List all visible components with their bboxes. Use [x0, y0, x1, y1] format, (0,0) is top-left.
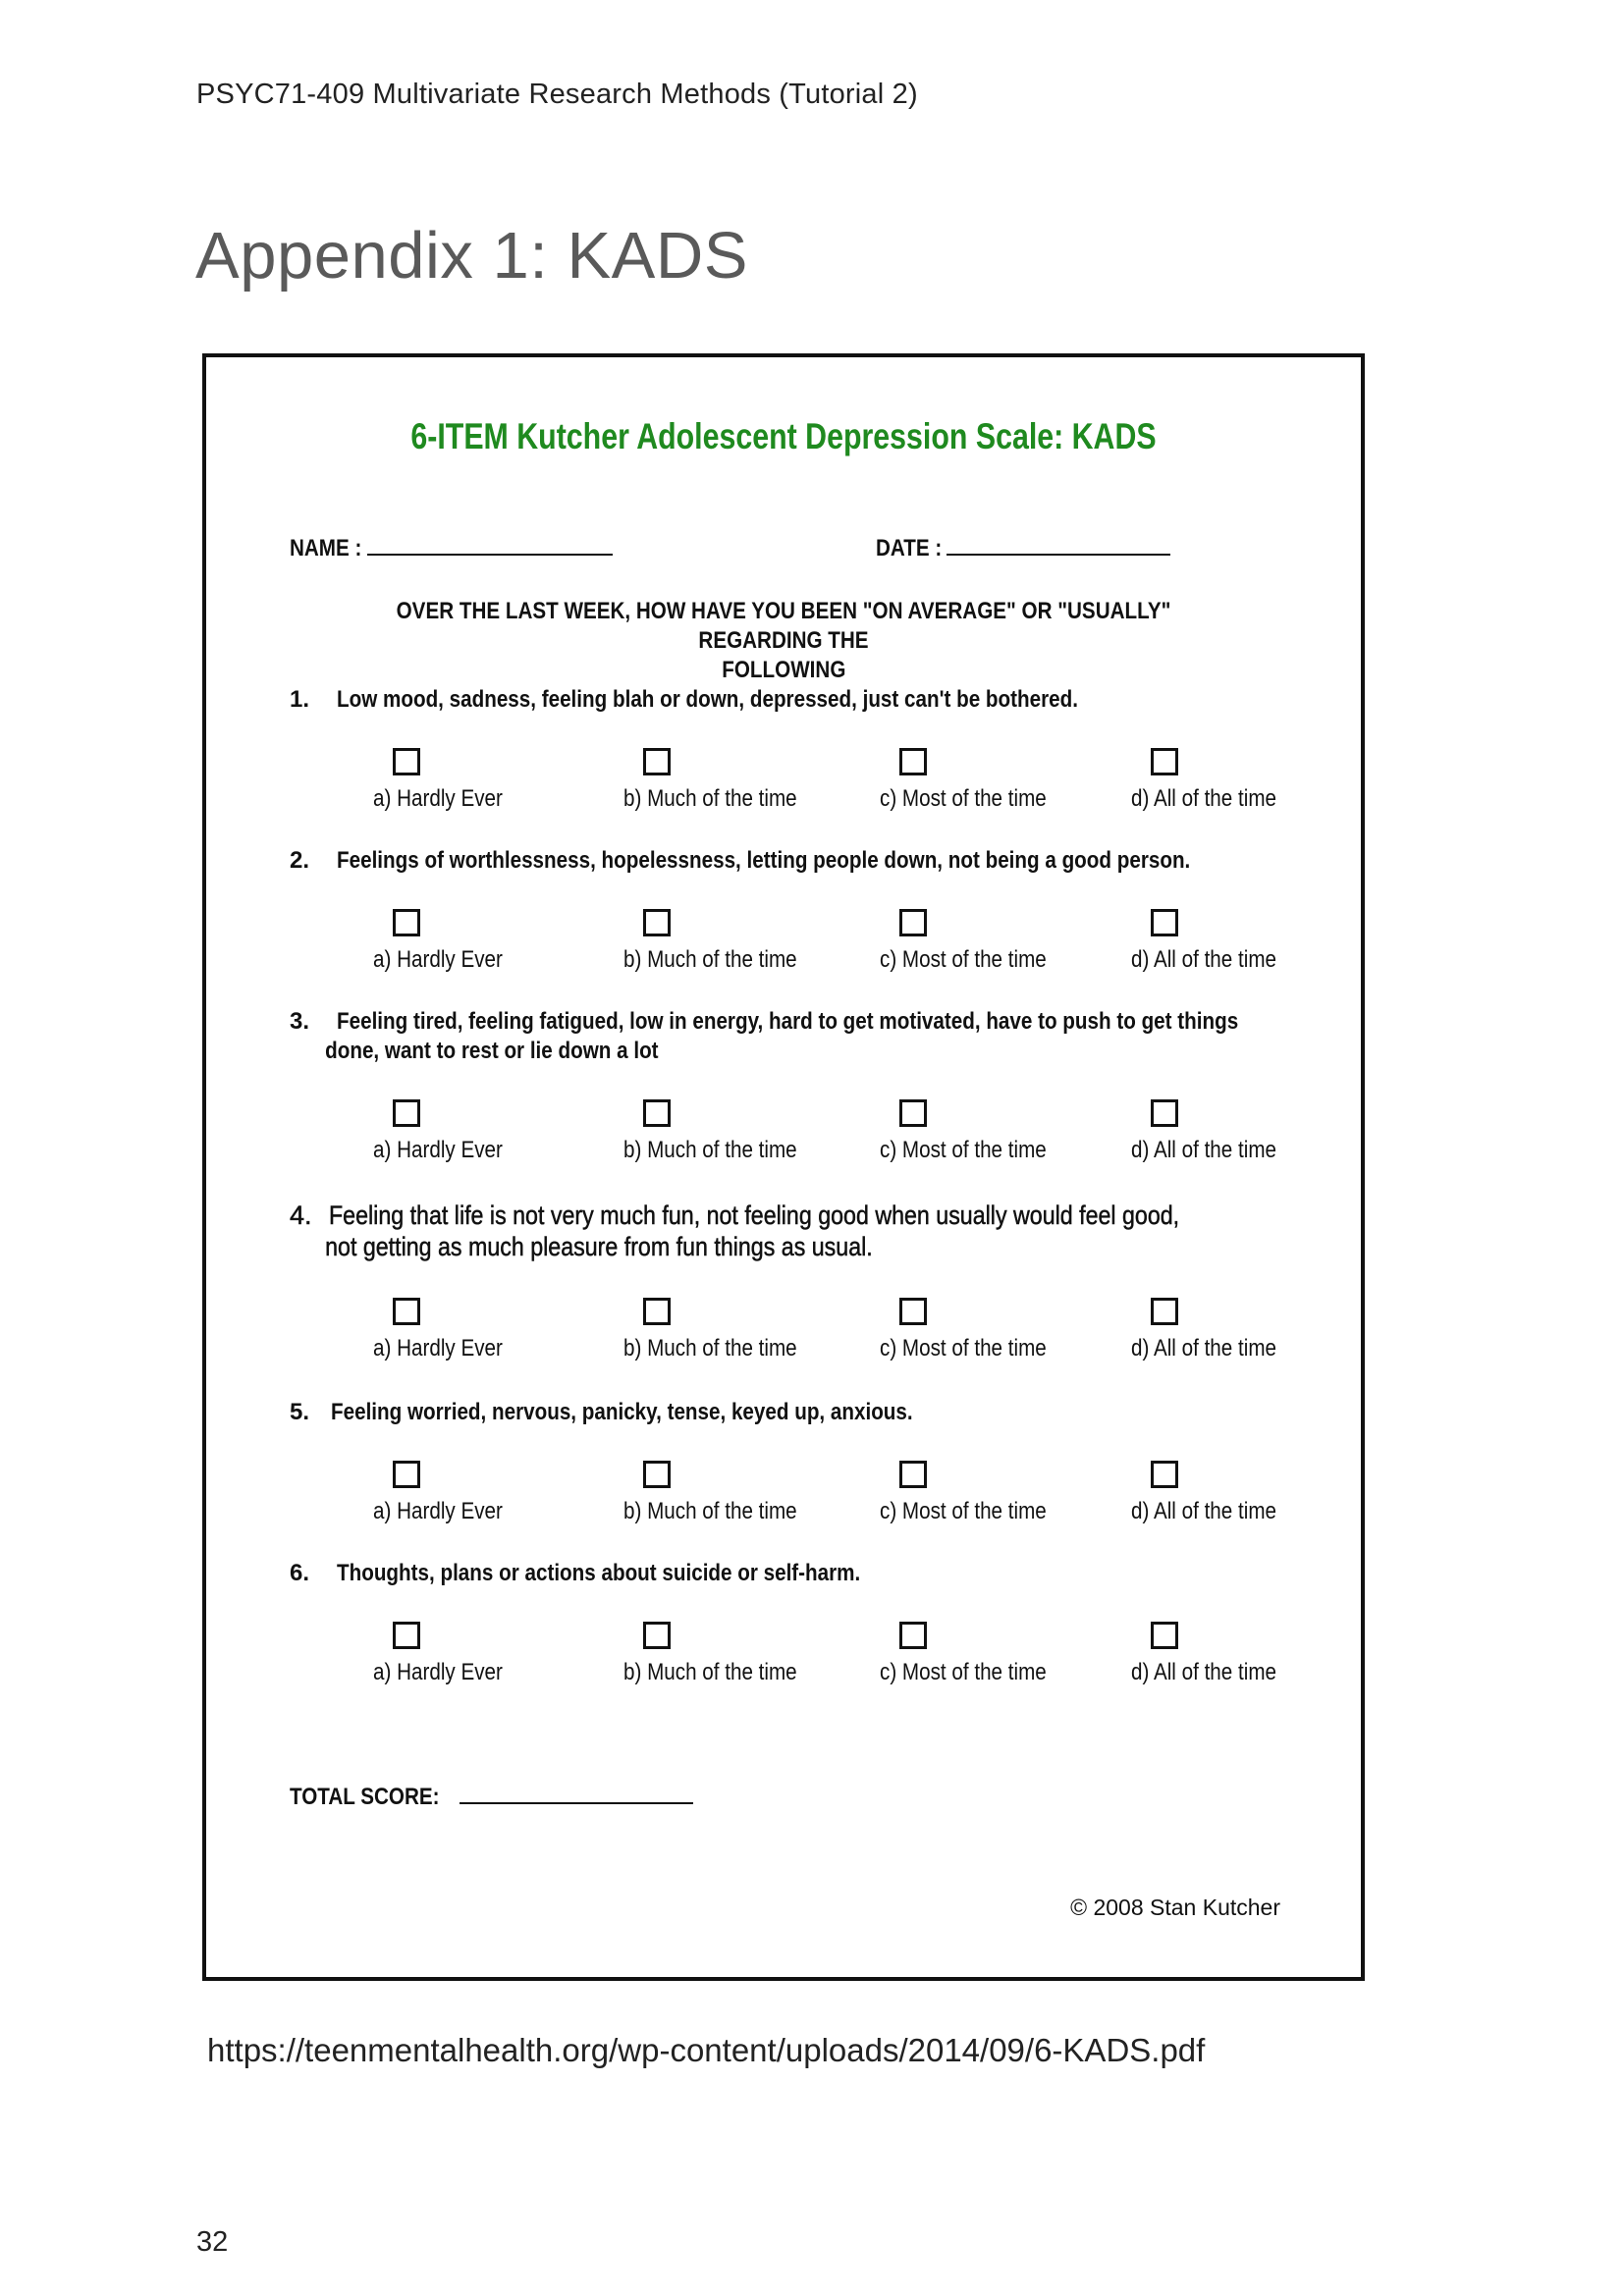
checkbox[interactable]: [1151, 1461, 1178, 1488]
option-label: d) All of the time: [1131, 785, 1276, 812]
source-url[interactable]: https://teenmentalhealth.org/wp-content/uploads/2014/09/6-KADS.pdf: [207, 2032, 1206, 2068]
question-text: Feeling tired, feeling fatigued, low in energy, hard to get motivated, have to push to get things: [337, 1008, 1239, 1035]
checkbox[interactable]: [643, 1099, 671, 1127]
checkbox[interactable]: [1151, 1099, 1178, 1127]
checkbox[interactable]: [1151, 909, 1178, 936]
option-label: a) Hardly Ever: [373, 1498, 503, 1524]
question-3: [290, 1007, 1385, 1066]
option-label: a) Hardly Ever: [373, 1659, 503, 1685]
total-score-field[interactable]: [290, 1781, 693, 1811]
checkbox[interactable]: [1151, 748, 1178, 775]
question-text: Low mood, sadness, feeling blah or down, depressed, just can't be bothered.: [337, 686, 1078, 713]
option-label: c) Most of the time: [880, 946, 1047, 973]
question-number: 1.: [290, 686, 310, 713]
option-label: c) Most of the time: [880, 1335, 1047, 1362]
option-label: b) Much of the time: [623, 785, 797, 812]
question-text: Feeling that life is not very much fun, not feeling good when usually would feel good,: [329, 1201, 1180, 1230]
checkbox[interactable]: [1151, 1622, 1178, 1649]
question-number: 2.: [290, 847, 310, 874]
total-score-label: TOTAL SCORE:: [290, 1784, 440, 1810]
option-label: a) Hardly Ever: [373, 1335, 503, 1362]
checkbox[interactable]: [643, 1298, 671, 1325]
kads-form: [202, 353, 1365, 1981]
checkbox[interactable]: [393, 1099, 420, 1127]
option-label: b) Much of the time: [623, 946, 797, 973]
option-label: b) Much of the time: [623, 1137, 797, 1163]
question-4-options: [206, 1298, 1361, 1366]
option-label: c) Most of the time: [880, 1659, 1047, 1685]
checkbox[interactable]: [899, 1622, 927, 1649]
checkbox[interactable]: [899, 748, 927, 775]
checkbox[interactable]: [899, 1298, 927, 1325]
question-1: [290, 685, 1199, 715]
question-6-options: [206, 1622, 1361, 1690]
checkbox[interactable]: [643, 909, 671, 936]
checkbox[interactable]: [643, 748, 671, 775]
checkbox[interactable]: [899, 1461, 927, 1488]
question-4: [290, 1200, 1318, 1262]
option-label: d) All of the time: [1131, 1335, 1276, 1362]
option-label: d) All of the time: [1131, 1137, 1276, 1163]
option-label: c) Most of the time: [880, 1137, 1047, 1163]
name-line[interactable]: [367, 532, 613, 556]
checkbox[interactable]: [393, 1622, 420, 1649]
course-header: PSYC71-409 Multivariate Research Methods (Tutorial 2): [196, 79, 918, 110]
name-label: NAME :: [290, 535, 362, 561]
name-field[interactable]: [290, 532, 613, 562]
checkbox[interactable]: [643, 1461, 671, 1488]
checkbox[interactable]: [1151, 1298, 1178, 1325]
option-label: d) All of the time: [1131, 1498, 1276, 1524]
question-text: Feeling worried, nervous, panicky, tense, keyed up, anxious.: [331, 1399, 913, 1425]
question-number: 3.: [290, 1008, 310, 1035]
question-1-options: [206, 748, 1361, 817]
date-label: DATE :: [876, 535, 943, 561]
option-label: c) Most of the time: [880, 785, 1047, 812]
checkbox[interactable]: [393, 1461, 420, 1488]
question-number: 5.: [290, 1399, 310, 1425]
question-2: [290, 846, 1329, 876]
checkbox[interactable]: [899, 1099, 927, 1127]
question-2-options: [206, 909, 1361, 978]
page-title: Appendix 1: KADS: [195, 219, 748, 293]
instructions: [265, 597, 1302, 685]
date-field[interactable]: [876, 532, 1170, 562]
instruction-line-1: OVER THE LAST WEEK, HOW HAVE YOU BEEN "ON AVERAGE" OR "USUALLY" REGARDING THE: [396, 598, 1171, 654]
copyright: © 2008 Stan Kutcher: [1070, 1895, 1280, 1920]
question-text: Thoughts, plans or actions about suicide or self-harm.: [337, 1560, 861, 1586]
instruction-line-2: FOLLOWING: [721, 657, 846, 683]
question-number: 6.: [290, 1560, 310, 1586]
question-5-options: [206, 1461, 1361, 1529]
total-score-line[interactable]: [460, 1781, 693, 1804]
option-label: a) Hardly Ever: [373, 946, 503, 973]
page-number: 32: [196, 2226, 229, 2258]
option-label: a) Hardly Ever: [373, 1137, 503, 1163]
question-number: 4.: [290, 1201, 312, 1230]
option-label: d) All of the time: [1131, 946, 1276, 973]
question-5: [290, 1398, 1007, 1427]
form-title: 6-ITEM Kutcher Adolescent Depression Scale: KADS: [410, 416, 1157, 456]
checkbox[interactable]: [393, 1298, 420, 1325]
option-label: b) Much of the time: [623, 1659, 797, 1685]
checkbox[interactable]: [393, 909, 420, 936]
checkbox[interactable]: [643, 1622, 671, 1649]
question-text: Feelings of worthlessness, hopelessness, letting people down, not being a good person.: [337, 847, 1191, 874]
checkbox[interactable]: [393, 748, 420, 775]
option-label: d) All of the time: [1131, 1659, 1276, 1685]
question-3-options: [206, 1099, 1361, 1168]
option-label: a) Hardly Ever: [373, 785, 503, 812]
question-text-continued: not getting as much pleasure from fun things as usual.: [325, 1232, 873, 1261]
checkbox[interactable]: [899, 909, 927, 936]
option-label: b) Much of the time: [623, 1335, 797, 1362]
option-label: b) Much of the time: [623, 1498, 797, 1524]
option-label: c) Most of the time: [880, 1498, 1047, 1524]
question-6: [290, 1559, 946, 1588]
date-line[interactable]: [947, 532, 1170, 556]
question-text-continued: done, want to rest or lie down a lot: [325, 1038, 659, 1064]
